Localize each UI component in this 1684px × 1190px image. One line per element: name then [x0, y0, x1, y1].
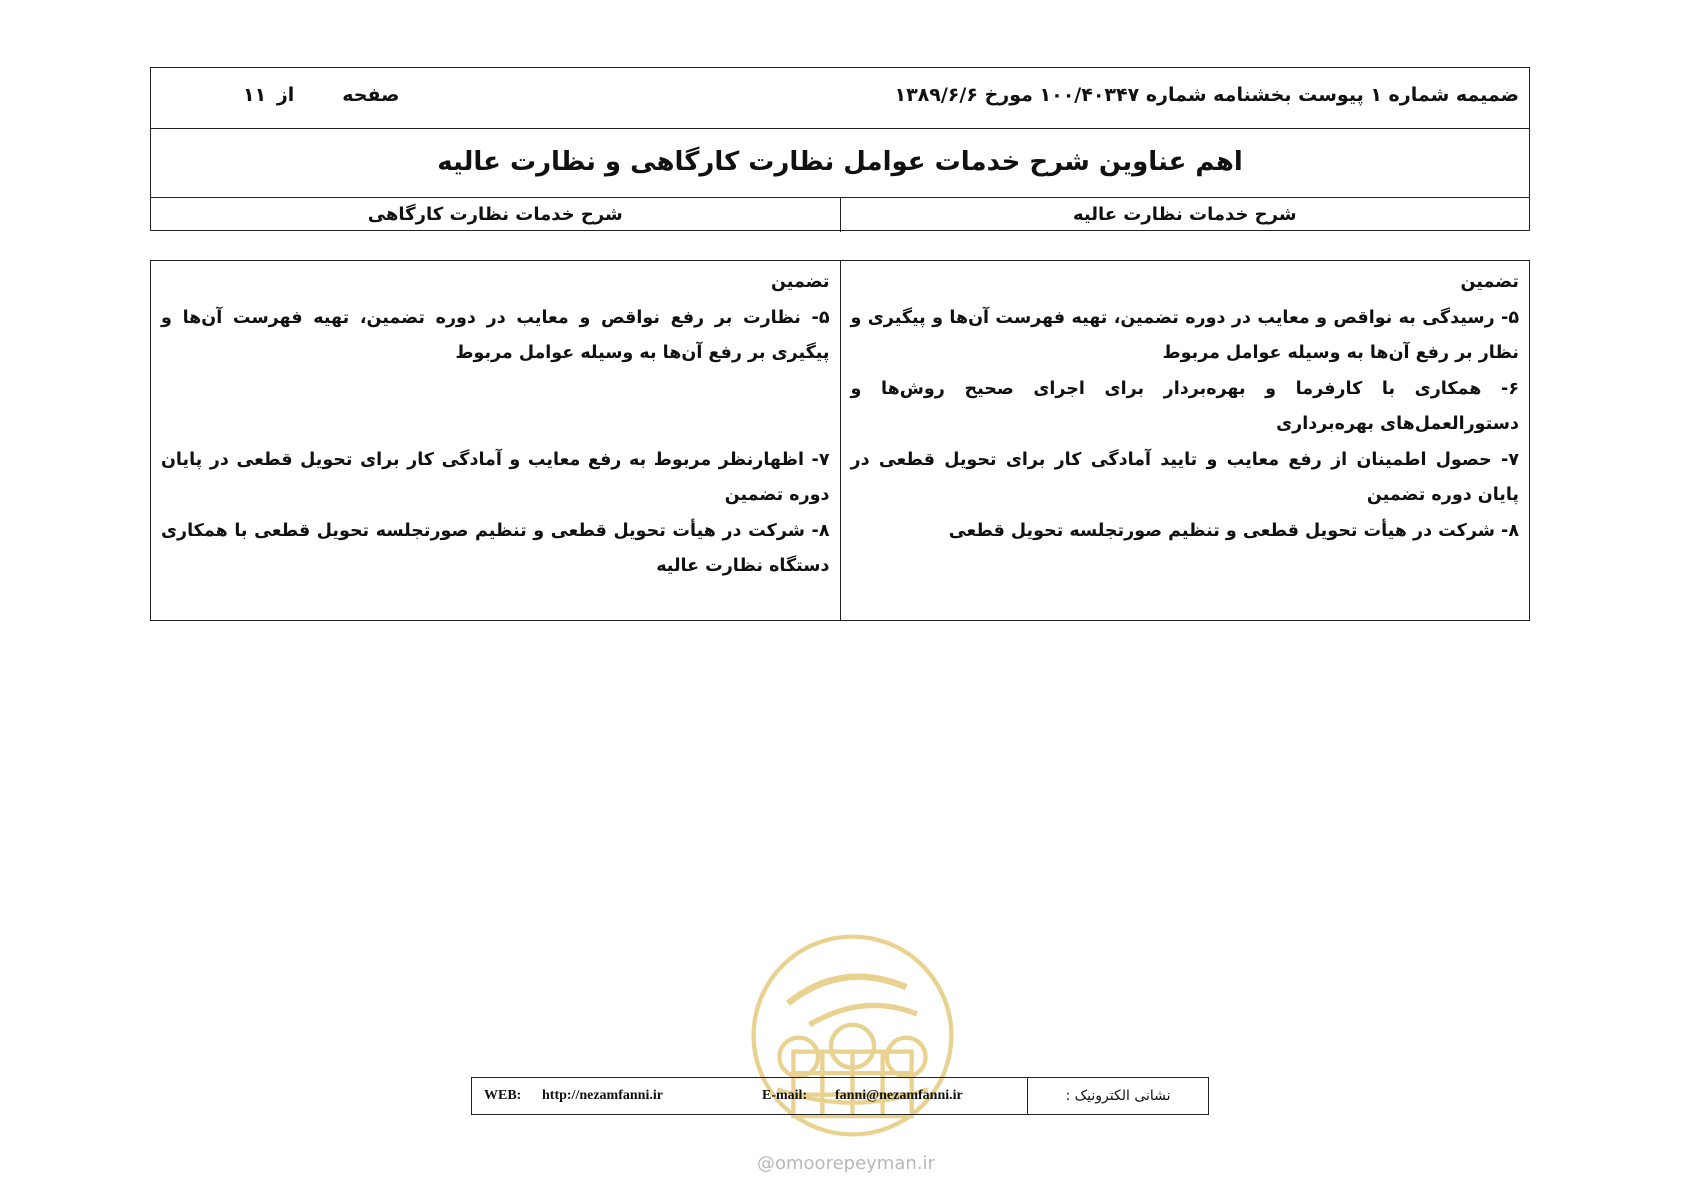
- site-supervision-column: [151, 261, 840, 620]
- circular-reference: ضمیمه شماره ۱ پیوست بخشنامه شماره ۱۰۰/۴۰۳۴۷ مورخ ۱۳۸۹/۶/۶: [894, 84, 1519, 106]
- of-label: از: [276, 84, 295, 106]
- list-item: ۵- رسیدگی به نواقص و معایب در دوره تضمین، تهیه فهرست آن‌ها و پیگیری و نظار بر رفع آن‌ها به وسیله عوامل مربوط: [850, 307, 1519, 363]
- page-indicator: [239, 84, 400, 106]
- spacer: [161, 372, 830, 443]
- contact-box: [471, 1077, 1209, 1115]
- list-item: ۷- حصول اطمینان از رفع معایب و تایید آمادگی کار برای تحویل قطعی در پایان دوره تضمین: [850, 449, 1519, 505]
- column-headers: [151, 198, 1529, 232]
- column-header-supervision-high: شرح خدمات نظارت عالیه: [840, 198, 1530, 232]
- header-info-row: [151, 68, 1529, 129]
- list-item: ۸- شرکت در هیأت تحویل قطعی و تنظیم صورتجلسه تحویل قطعی: [948, 520, 1519, 541]
- email-label: E-mail:: [762, 1088, 808, 1103]
- web-link[interactable]: http://nezamfanni.ir: [542, 1088, 663, 1103]
- address-label: نشانی الکترونیک :: [1065, 1088, 1171, 1104]
- header-table: [150, 67, 1530, 231]
- page-label: صفحه: [342, 84, 400, 106]
- column-header-site-supervision: شرح خدمات نظارت کارگاهی: [367, 204, 623, 225]
- web-label: WEB:: [484, 1088, 522, 1103]
- email-link[interactable]: fanni@nezamfanni.ir: [835, 1088, 963, 1103]
- list-item: ۸- شرکت در هیأت تحویل قطعی و تنظیم صورتجلسه تحویل قطعی با همکاری دستگاه نظارت عالیه: [161, 520, 830, 576]
- services-table: [150, 260, 1530, 621]
- list-item: ۷- اظهارنظر مربوط به رفع معایب و آمادگی کار برای تحویل قطعی در پایان دوره تضمین: [161, 449, 830, 505]
- page-title: اهم عناوین شرح خدمات عوامل نظارت کارگاهی و نظارت عالیه: [437, 147, 1243, 177]
- contact-links: [472, 1078, 1028, 1114]
- total-pages: ۱۱: [243, 84, 267, 106]
- list-item: تضمین: [771, 272, 830, 292]
- list-item: تضمین: [1460, 272, 1519, 292]
- list-item: ۵- نظارت بر رفع نواقص و معایب در دوره تضمین، تهیه فهرست آن‌ها و پیگیری بر رفع آن‌ها به وسیله عوامل مربوط: [161, 307, 830, 363]
- watermark: @omoorepeyman.ir: [757, 1153, 935, 1174]
- high-supervision-column: [840, 261, 1530, 620]
- list-item: ۶- همکاری با کارفرما و بهره‌بردار برای اجرای صحیح روش‌ها و دستورالعمل‌های بهره‌برداری: [850, 378, 1519, 434]
- title-row: [151, 129, 1529, 198]
